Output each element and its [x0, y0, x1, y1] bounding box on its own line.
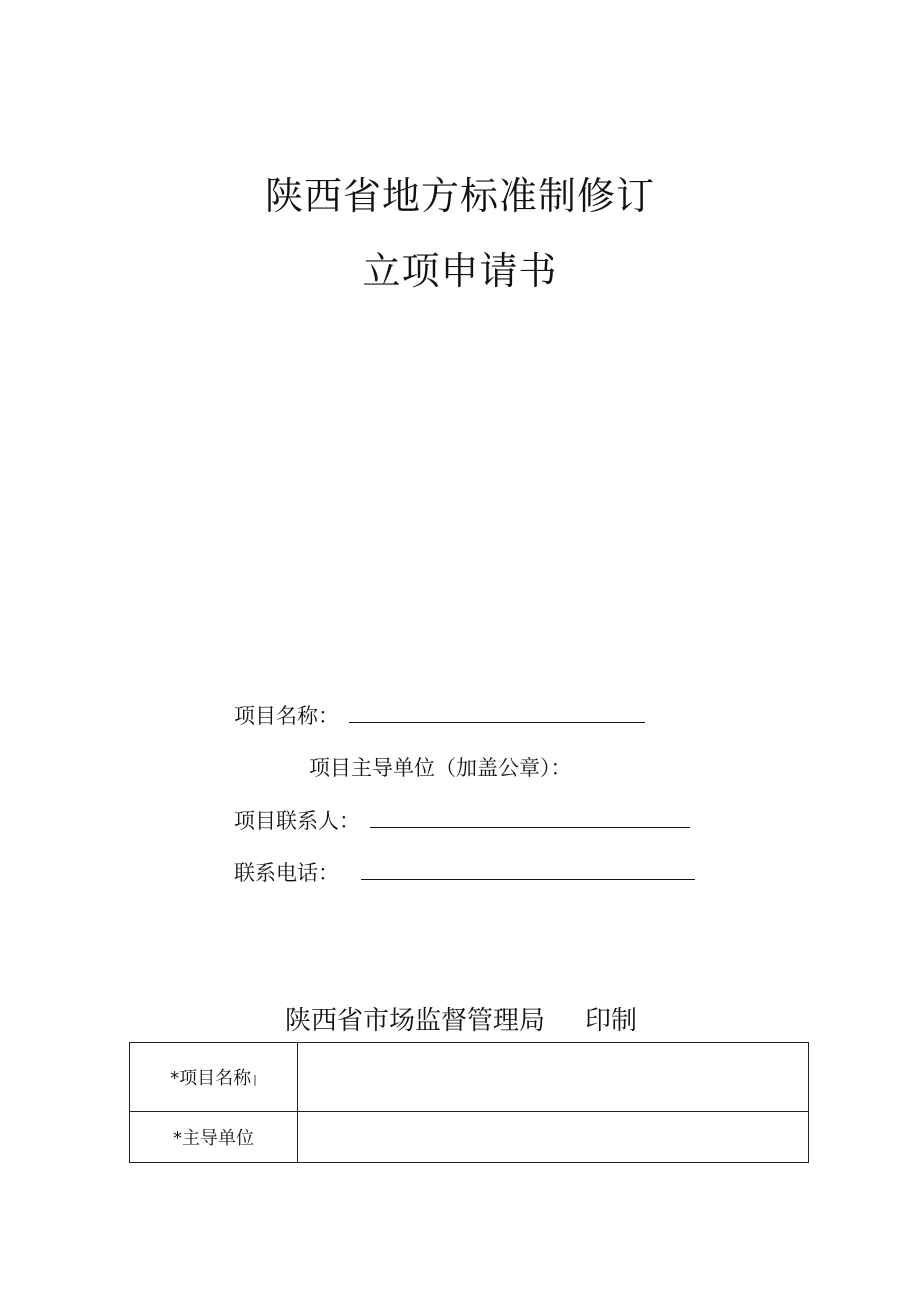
- phone-field: [234, 857, 695, 887]
- lead-unit-value-cell[interactable]: [298, 1112, 809, 1163]
- phone-label: 联系电话：: [234, 861, 339, 885]
- project-name-field: [234, 700, 645, 730]
- project-name-value-cell[interactable]: [298, 1043, 809, 1112]
- publisher-action: 印制: [585, 1006, 638, 1036]
- lead-unit-cell-label: *主导单位: [173, 1128, 254, 1149]
- table-row: [130, 1112, 809, 1163]
- contact-person-blank[interactable]: [370, 805, 690, 828]
- table-label-cell: [130, 1043, 298, 1112]
- document-title-line2: 立项申请书: [362, 249, 558, 293]
- lead-unit-label: 项目主导单位（加盖公章）：: [309, 756, 572, 780]
- project-name-blank[interactable]: [349, 700, 645, 723]
- publisher-line: [285, 1000, 637, 1037]
- table-row-mark: |: [253, 1072, 257, 1086]
- table-row: [130, 1043, 809, 1112]
- project-name-label: 项目名称：: [234, 704, 339, 728]
- contact-person-label: 项目联系人：: [234, 809, 360, 833]
- project-name-cell-label: *项目名称: [170, 1068, 252, 1089]
- contact-person-field: [234, 805, 690, 835]
- table-label-cell: [130, 1112, 298, 1163]
- lead-unit-field: [309, 752, 572, 782]
- publisher-org: 陕西省市场监督管理局: [285, 1006, 546, 1036]
- phone-blank[interactable]: [361, 857, 695, 880]
- document-title-line1: 陕西省地方标准制修订: [264, 174, 655, 218]
- info-table: [129, 1042, 809, 1163]
